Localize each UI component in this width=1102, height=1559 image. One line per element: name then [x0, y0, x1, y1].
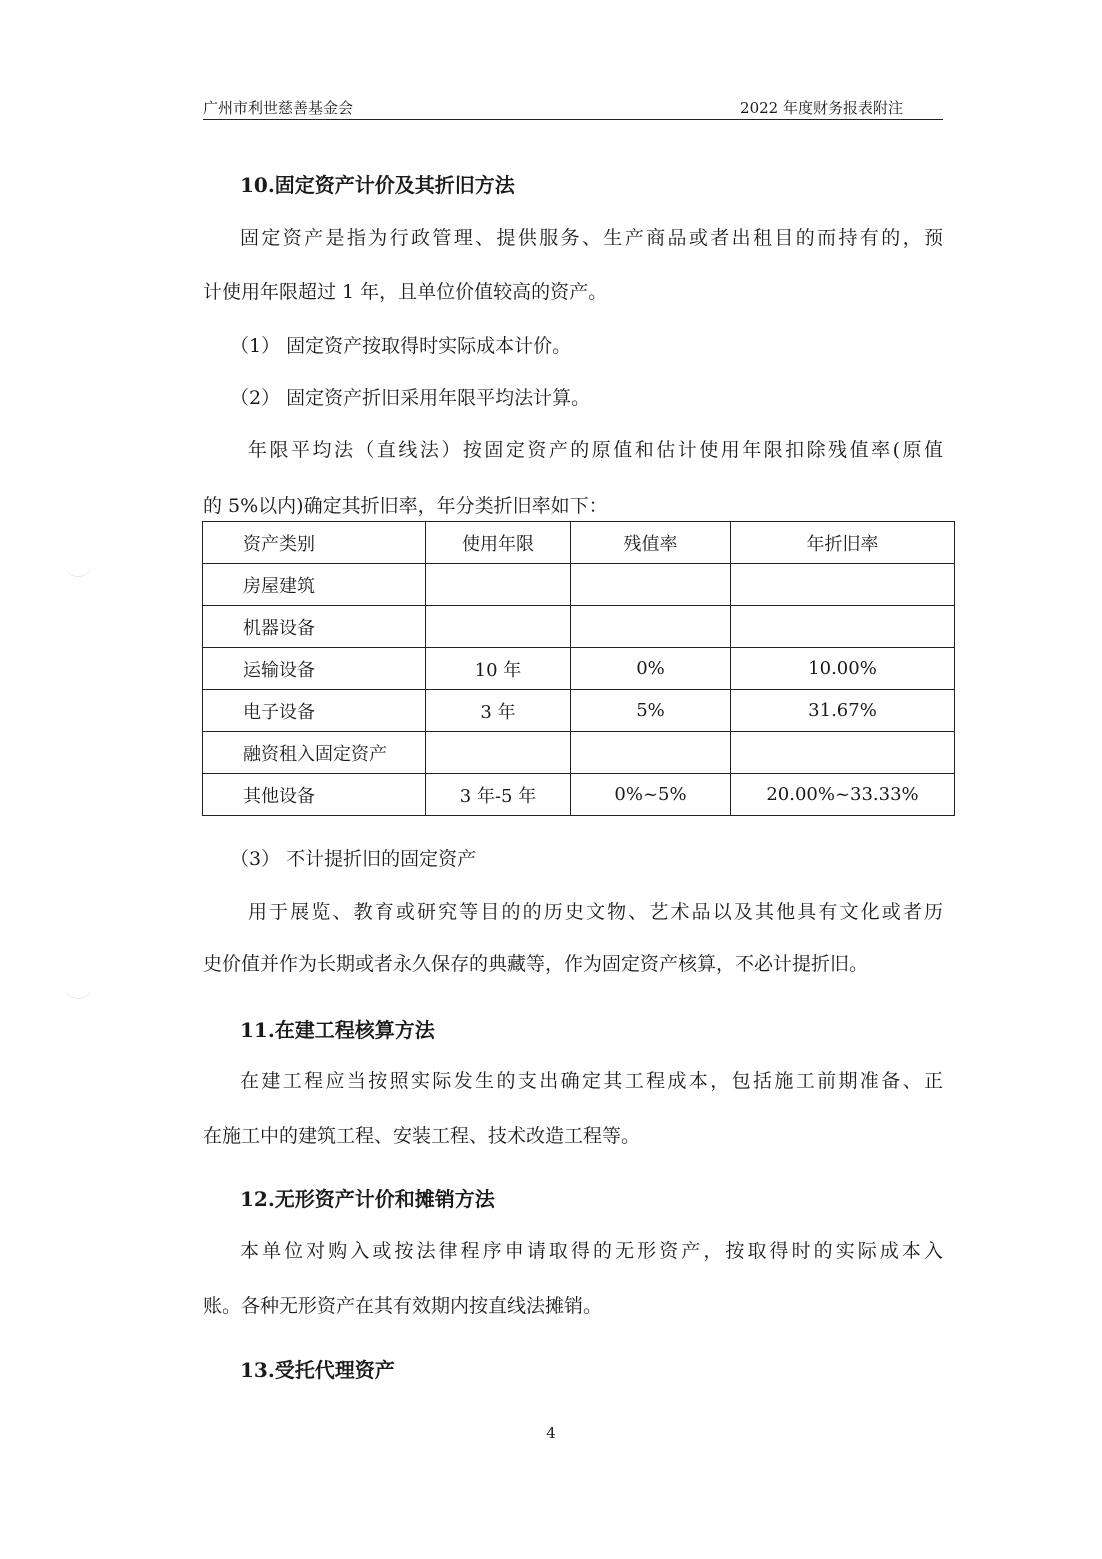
table-row	[203, 732, 955, 774]
table-header-cell: 使用年限	[426, 522, 571, 564]
table-cell: 3 年	[426, 690, 571, 732]
table-cell: 5%	[571, 690, 731, 732]
table-cell: 0%	[571, 648, 731, 690]
page-number: 4	[546, 1424, 556, 1442]
depreciation-rate-table	[202, 521, 955, 816]
table-cell: 其他设备	[203, 774, 426, 816]
table-row	[203, 606, 955, 648]
page-header	[203, 95, 943, 120]
section-10-para1-line2: 计使用年限超过 1 年，且单位价值较高的资产。	[203, 281, 608, 303]
table-cell	[571, 732, 731, 774]
section-11-para-line1: 在建工程应当按照实际发生的支出确定其工程成本，包括施工前期准备、正	[240, 1070, 943, 1092]
section-10-para1-line1: 固定资产是指为行政管理、提供服务、生产商品或者出租目的而持有的，预	[240, 227, 943, 249]
section-12-heading: 12.无形资产计价和摊销方法	[240, 1187, 495, 1211]
scan-artifact	[64, 984, 92, 999]
table-header-row	[203, 522, 955, 564]
section-10-para2-line2: 的 5%以内)确定其折旧率，年分类折旧率如下：	[203, 495, 608, 517]
table-cell: 融资租入固定资产	[203, 732, 426, 774]
section-12-para-line2: 账。各种无形资产在其有效期内按直线法摊销。	[203, 1295, 603, 1317]
table-cell: 20.00%~33.33%	[731, 774, 955, 816]
table-cell	[731, 732, 955, 774]
organization-name: 广州市利世慈善基金会	[203, 99, 354, 117]
section-10-item1: （1） 固定资产按取得时实际成本计价。	[230, 335, 572, 357]
table-cell	[571, 564, 731, 606]
section-12-para-line1: 本单位对购入或按法律程序申请取得的无形资产，按取得时的实际成本入	[240, 1240, 943, 1262]
table-cell	[571, 606, 731, 648]
section-10-item3: （3） 不计提折旧的固定资产	[230, 848, 477, 870]
table-cell: 0%~5%	[571, 774, 731, 816]
table-cell: 房屋建筑	[203, 564, 426, 606]
table-cell	[731, 564, 955, 606]
section-10-para3-line1: 用于展览、教育或研究等目的的历史文物、艺术品以及其他具有文化或者历	[248, 901, 943, 923]
section-11-heading: 11.在建工程核算方法	[240, 1018, 435, 1042]
section-10-para2-line1: 年限平均法（直线法）按固定资产的原值和估计使用年限扣除残值率(原值	[248, 439, 943, 461]
table-cell: 运输设备	[203, 648, 426, 690]
table-row	[203, 690, 955, 732]
table-cell: 电子设备	[203, 690, 426, 732]
table-cell: 3 年-5 年	[426, 774, 571, 816]
table-cell: 机器设备	[203, 606, 426, 648]
table-header-cell: 残值率	[571, 522, 731, 564]
section-13-heading: 13.受托代理资产	[240, 1358, 395, 1382]
table-cell	[426, 606, 571, 648]
table-cell: 10 年	[426, 648, 571, 690]
table-row	[203, 774, 955, 816]
report-title: 2022 年度财务报表附注	[740, 99, 903, 117]
table-cell	[731, 606, 955, 648]
table-cell	[426, 564, 571, 606]
table-header-cell: 年折旧率	[731, 522, 955, 564]
section-10-heading: 10.固定资产计价及其折旧方法	[240, 173, 515, 197]
section-10-item2: （2） 固定资产折旧采用年限平均法计算。	[230, 387, 591, 409]
table-cell	[426, 732, 571, 774]
table-cell: 10.00%	[731, 648, 955, 690]
section-10-para3-line2: 史价值并作为长期或者永久保存的典藏等，作为固定资产核算，不必计提折旧。	[203, 953, 869, 975]
table-row	[203, 564, 955, 606]
table-header-cell: 资产类别	[203, 522, 426, 564]
scan-artifact	[64, 562, 92, 577]
table-row	[203, 648, 955, 690]
table-cell: 31.67%	[731, 690, 955, 732]
section-11-para-line2: 在施工中的建筑工程、安装工程、技术改造工程等。	[203, 1125, 641, 1147]
